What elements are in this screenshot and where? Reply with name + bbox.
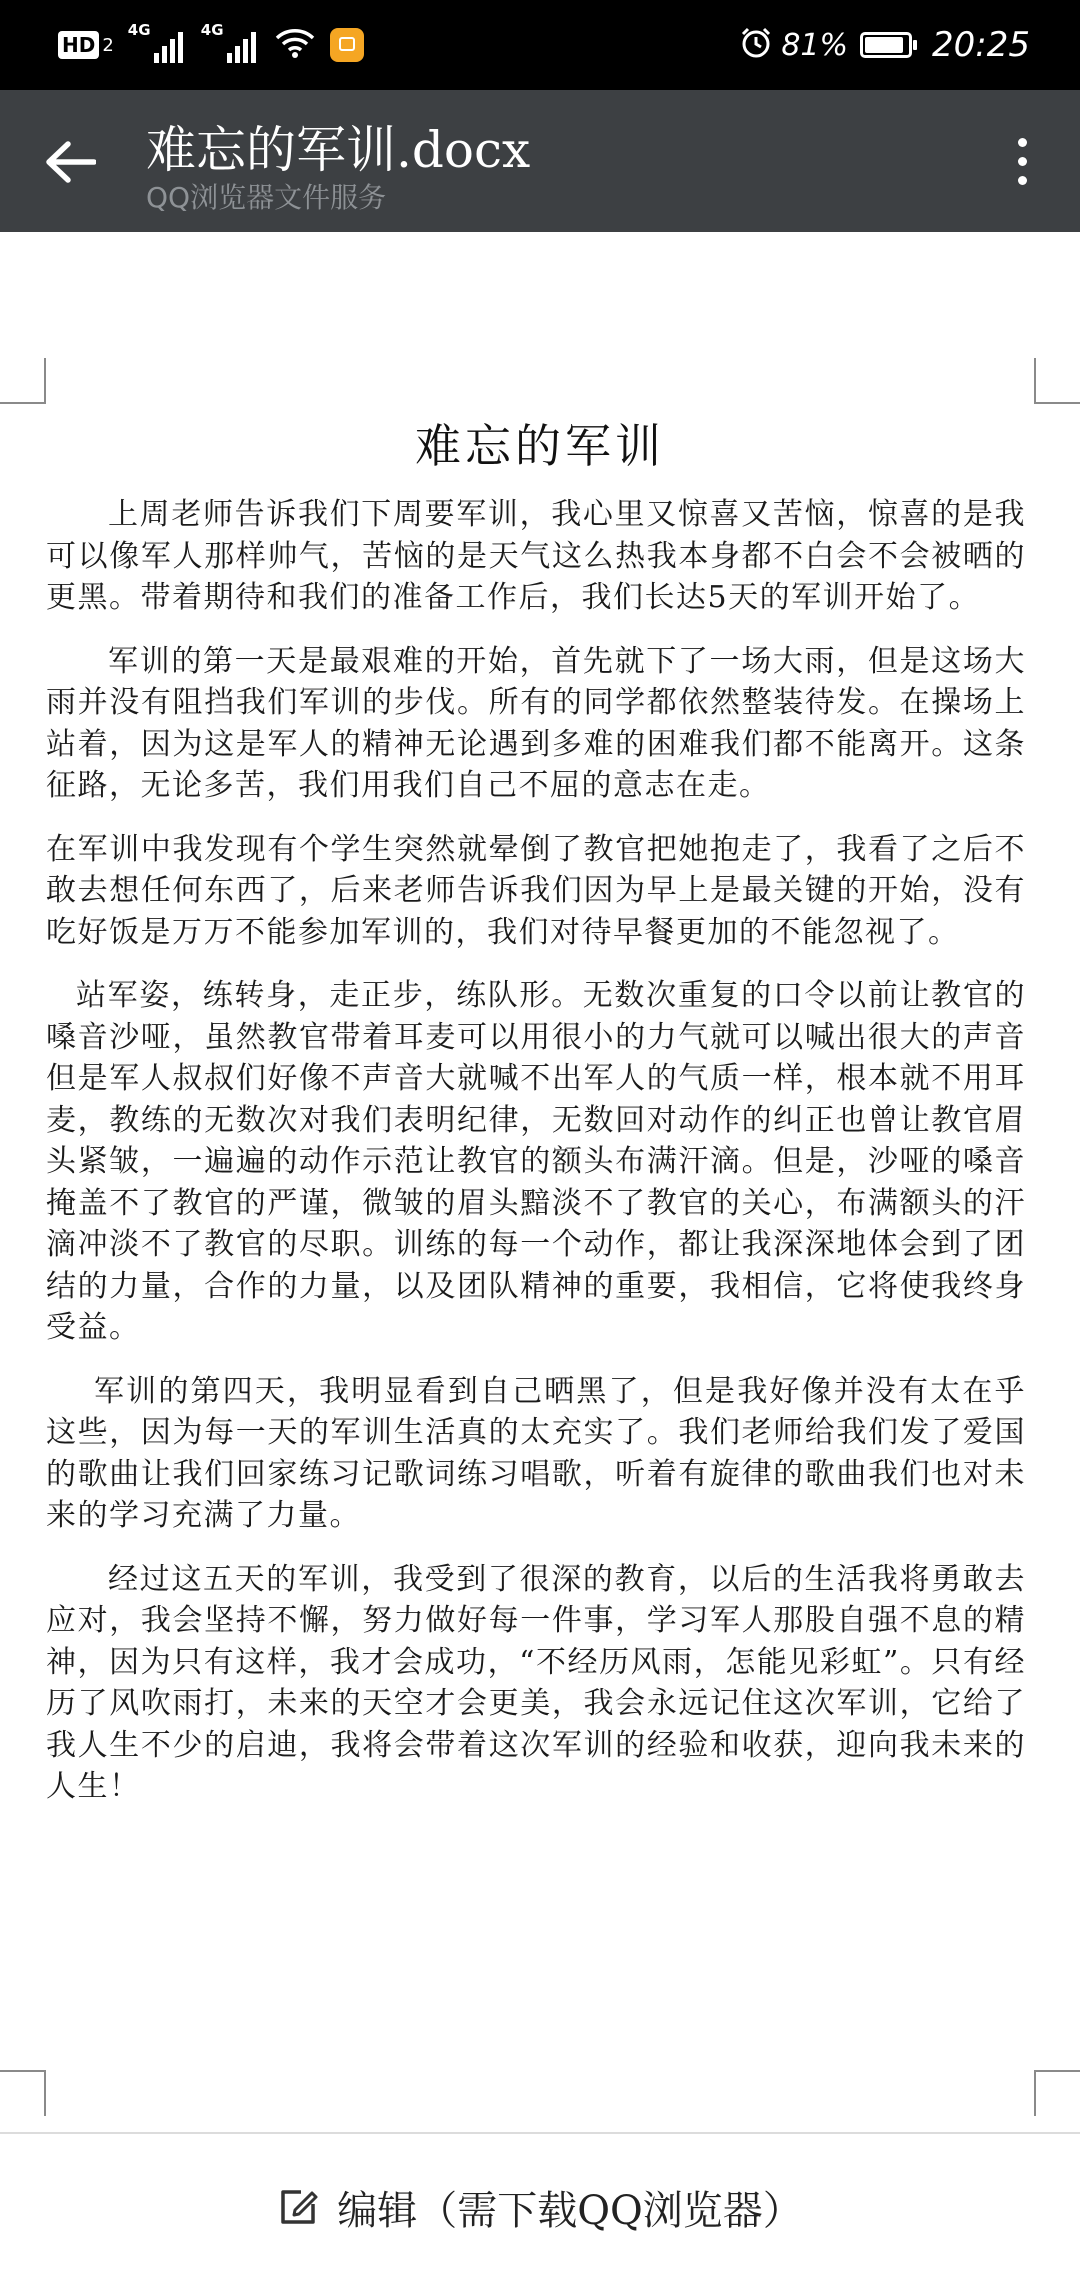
crop-mark-top-right	[1034, 358, 1080, 404]
wifi-icon	[274, 26, 316, 64]
paragraph-4: 站军姿，练转身，走正步，练队形。无数次重复的口令以前让教官的嗓音沙哑，虽然教官带着耳麦可以用很小的力气就可以喊出很大的声音但是军人叔叔们好像不声音大就喊不出军人的气质一样，根本就不用耳麦，教练的无数次对我们表明纪律，无数回对动作的纠正也曾让教官眉头紧皱，一遍遍的动作示范让教官的额头布满汗滴。但是，沙哑的嗓音掩盖不了教官的严谨，微皱的眉头黯淡不了教官的关心，布满额头的汗滴冲淡不了教官的尽职。训练的每一个动作，都让我深深地体会到了团结的力量，合作的力量，以及团队精神的重要，我相信，它将使我终身受益。	[46, 978, 1026, 1345]
paragraph-3: 在军训中我发现有个学生突然就晕倒了教官把她抱走了，我看了之后不敢去想任何东西了，后来老师告诉我们因为早上是最关键的开始，没有吃好饭是万万不能参加军训的，我们对待早餐更加的不能忽视了。	[46, 831, 1026, 950]
signal-icon-1	[127, 21, 183, 63]
edit-icon	[277, 2186, 319, 2228]
paragraph-2: 军训的第一天是最艰难的开始，首先就下了一场大雨，但是这场大雨并没有阻挡我们军训的步伐。所有的同学都依然整装待发。在操场上站着，因为这是军人的精神无论遇到多难的困难我们都不能离开。这条征路，无论多苦，我们用我们自己不屈的意志在走。	[46, 643, 1026, 803]
crop-mark-bottom-left	[0, 2070, 46, 2116]
hd-badge: HD	[58, 31, 99, 59]
alarm-icon	[739, 26, 773, 64]
status-right	[739, 22, 1030, 68]
status-bar	[0, 0, 1080, 90]
battery-icon	[860, 32, 912, 58]
bottom-bar	[0, 2132, 1080, 2280]
edit-label: 编辑（需下载QQ浏览器）	[337, 2187, 803, 2234]
app-bar	[0, 90, 1080, 232]
file-title: 难忘的军训.docx	[146, 121, 531, 179]
paragraph-5: 军训的第四天，我明显看到自己晒黑了，但是我好像并没有太在乎这些，因为每一天的军训生活真的太充实了。我们老师给我们发了爱国的歌曲让我们回家练习记歌词练习唱歌，听着有旋律的歌曲我们也对未来的学习充满了力量。	[46, 1373, 1026, 1533]
battery-percent: 81%	[781, 27, 849, 63]
edit-button[interactable]	[0, 2134, 1080, 2280]
status-left	[58, 22, 364, 68]
hd-number: 2	[102, 34, 114, 56]
document-viewer[interactable]	[0, 232, 1080, 2132]
paragraph-6: 经过这五天的军训，我受到了很深的教育，以后的生活我将勇敢去应对，我会坚持不懈，努力做好每一件事，学习军人那股自强不息的精神，因为只有这样，我才会成功，“不经历风雨，怎能见彩虹”。只有经历了风吹雨打，未来的天空才会更美，我会永远记住这次军训，它给了我人生不少的启迪，我将会带着这次军训的经验和收获，迎向我未来的人生！	[46, 1561, 1026, 1804]
more-vert-icon	[1018, 138, 1027, 147]
document-body	[46, 494, 1026, 1830]
back-button[interactable]	[30, 122, 110, 202]
paragraph-1: 上周老师告诉我们下周要军训，我心里又惊喜又苦恼，惊喜的是我可以像军人那样帅气，苦恼的是天气这么热我本身都不白会不会被晒的更黑。带着期待和我们的准备工作后，我们长达5天的军训开始了。	[46, 497, 1026, 615]
notification-app-icon	[330, 28, 364, 62]
signal-icon-2	[200, 21, 256, 63]
crop-mark-top-left	[0, 358, 46, 404]
file-service-subtitle: QQ浏览器文件服务	[146, 181, 387, 214]
network-label-1: 4G	[127, 21, 151, 39]
more-options-button[interactable]	[982, 116, 1062, 206]
crop-mark-bottom-right	[1034, 2070, 1080, 2116]
back-arrow-icon	[44, 140, 96, 184]
document-title: 难忘的军训	[415, 419, 665, 473]
clock-time: 20:25	[932, 25, 1030, 65]
network-label-2: 4G	[200, 21, 224, 39]
